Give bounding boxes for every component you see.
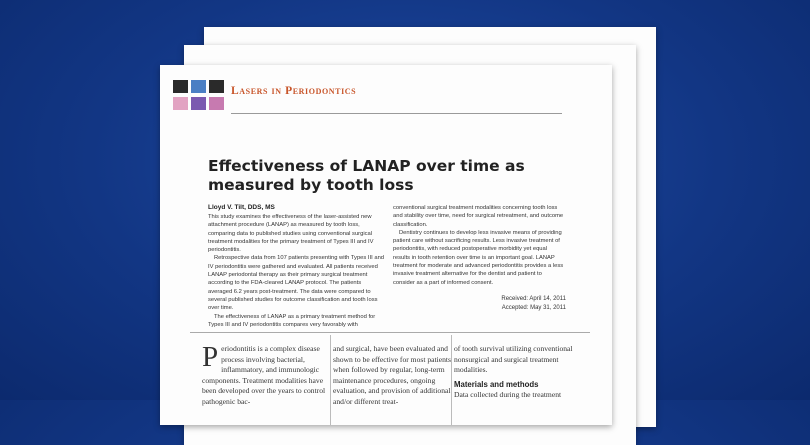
title-line-2: measured by tooth loss (208, 176, 414, 194)
logo-square (191, 80, 206, 93)
body-column-1 (202, 341, 327, 408)
article-dates (466, 295, 566, 313)
series-title: Lasers in Periodontics (231, 85, 357, 97)
column-divider (330, 335, 331, 425)
body-text: eriodontitis is a complex disease process involving bacterial, inflammatory, and immunologic components. Treatment modalities have been developed over the years to control pathogenic bac- (202, 344, 326, 406)
body-column-3 (454, 344, 574, 401)
received-date: Received: April 14, 2011 (501, 296, 566, 302)
body-column-2 (333, 344, 453, 408)
body-text: Data collected during the treatment (454, 390, 562, 400)
drop-cap: P (202, 341, 219, 373)
article-title (208, 157, 528, 195)
article-page (160, 65, 612, 425)
accepted-date: Accepted: May 31, 2011 (501, 305, 566, 311)
logo-square (173, 80, 188, 93)
abstract-paragraph: This study examines the effectiveness of the laser-assisted new attachment procedure (LANAP) as measured by tooth loss, comparing data to published studies using conventional surgical treatment modalities for the primary treatment of Types III and IV periodontitis. (208, 214, 374, 254)
logo-square (209, 80, 224, 93)
body-text: of tooth survival utilizing conventional nonsurgical and surgical treatment modalities. (454, 344, 573, 375)
title-line-1: Effectiveness of LANAP over time as (208, 157, 525, 175)
logo-square (191, 97, 206, 110)
author: Lloyd V. Tilt, DDS, MS (208, 204, 275, 211)
abstract-paragraph: The effectiveness of LANAP as a primary treatment method for Types III and IV periodontitis compares very favorably with (208, 313, 376, 328)
section-rule (190, 332, 590, 333)
abstract-paragraph: conventional surgical treatment modalities concerning tooth loss and stability over time, need for surgical retreatment, and outcome classification. (393, 205, 564, 228)
body-text: and surgical, have been evaluated and shown to be effective for most patients when followed by regular, long-term maintenance procedures, ongoing evaluation, and provision of additional and/or different treat- (333, 344, 451, 406)
logo-square (173, 97, 188, 110)
section-heading: Materials and methods (454, 379, 539, 389)
logo-square (209, 97, 224, 110)
header-rule (231, 113, 562, 114)
abstract-left-column (208, 213, 386, 329)
abstract-paragraph: Retrospective data from 107 patients presenting with Types III and IV periodontitis were gathered and evaluated. All patients received LANAP periodontal therapy as their primary surgical treatment according to the FDA-cleared LANAP protocol. The patients averaged 6.2 years post-treatment. The data were compared to several published studies for outcome classification and tooth loss over time. (208, 255, 385, 312)
abstract-right-column (393, 204, 565, 287)
abstract-paragraph: Dentistry continues to develop less invasive means of providing patient care without sacrificing results. Less invasive treatment of periodontitis, with reduced postoperative morbidity yet equal results in tooth retention over time is an important goal. LANAP treatment for moderate and advanced periodontitis provides a less invasive treatment alternative for the dentist and patient to consider as a part of informed consent. (393, 229, 564, 286)
